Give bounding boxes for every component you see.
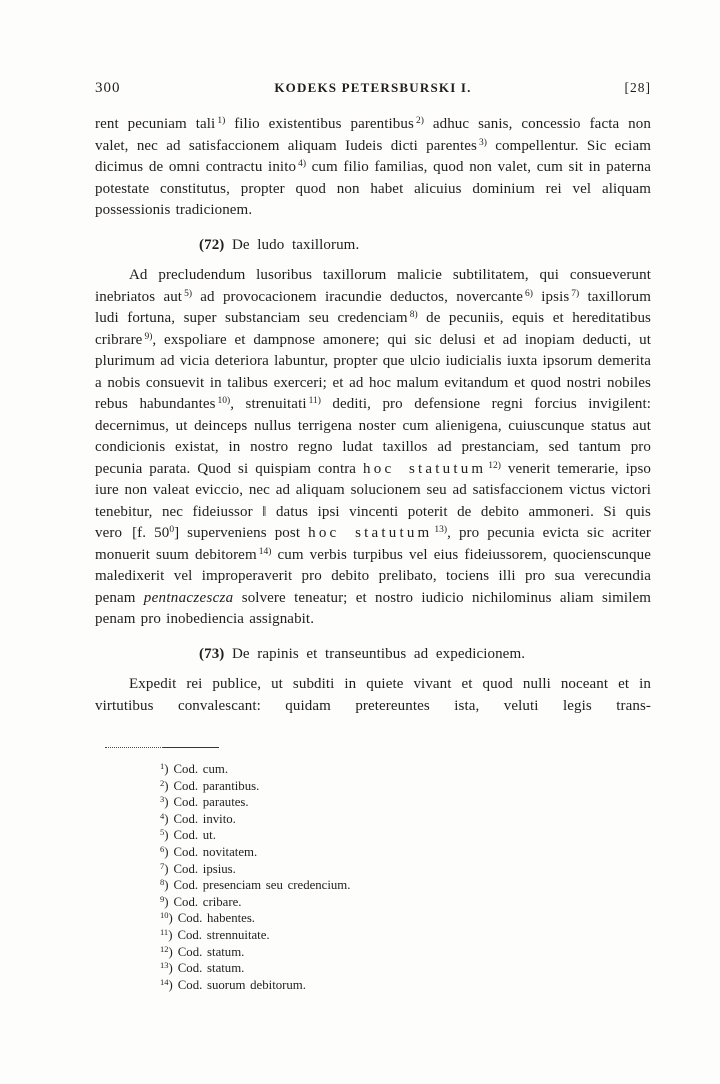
footnote-ref: 4) xyxy=(298,159,306,169)
footnote-ref: 14) xyxy=(258,546,272,557)
page-header xyxy=(95,80,651,97)
footnote-ref: 7) xyxy=(571,288,580,299)
footnote-text: Cod. parantibus. xyxy=(173,778,260,793)
footnote-number: 11 xyxy=(160,926,169,937)
footnote-item: $^{10}$) Cod. habentes. xyxy=(160,910,256,926)
footnote-number: 14 xyxy=(160,976,169,987)
page-number: 300 xyxy=(95,80,121,96)
footnote-number: 4 xyxy=(160,810,165,821)
spaced-term: hoc statutum xyxy=(308,525,433,541)
footnote-item: $^6$) Cod. novitatem. xyxy=(160,843,258,859)
footnote-number: 3 xyxy=(160,794,165,805)
section-heading: (72) De ludo taxillorum. xyxy=(199,236,360,253)
footnote-item: $^7$) Cod. ipsius. xyxy=(160,860,236,876)
footnote-ref: 2) xyxy=(415,116,424,126)
folio-superscript: 0 xyxy=(169,525,175,535)
section-number: (73) xyxy=(199,645,225,662)
paragraph: Ad precludendum lusoribus taxillorum malicie subtilitatem, qui consueverunt inebriatos aut $^{5)}$ ad provocacionem iracundie deductos, novercante $^{6)}$ ipsis $^{7)}$ taxillorum ludi fortuna, super substanciam seu credenciam $^{8)}$ de pecuniis, equis et hereditatibus cribrare $^{9)}$, exspoliare et dampnose amonere; qui sic delusi et ad inopiam deducti, ut plurimum ad vicia deteriora labuntur, propter que ulcio iudicialis iuxta ipsorum demerita a nobis consuevit in talibus exerceri; et ad hoc malum evitandum et quod nostri nobiles rebus habundantes $^{10)}$, strenuitati $^{11)}$ dediti, pro defensione regni forcius invigilent: decernimus, ut deinceps nullus terrigena noster cum alienigena, cuiuscunque status aut condicionis existat, in nostro regno ludat taxillos ad prestanciam, sed tantum pro pecunia parata. Quod si quispiam contra hoc statutum $^{12)}$ venerit temerarie, ipso iure non valeat eviccio, nec ad aliquam solucionem seu ad satisfaccionem victus victori tenebitur, nec fideiussor ‖ datus ipsi vincenti poterit de debito ammoneri. Si quis vero [f. $50^0$] superveniens post hoc statutum $^{13)}$, pro pecunia evicta sic acriter monuerit suum debitorem $^{14)}$ cum verbis turpibus vel eius fideiussorem, quocienscunque maledixerit vel improperaverit pro debito prelibato, tociens illi pro sua verecundia penam pentnaczescza solvere teneatur; et nostro iudicio nichilominus aliam similem penam pro inobediencia assignabit. xyxy=(95,267,651,627)
footnote-ref: 10) xyxy=(217,396,231,406)
footnote-ref: 8) xyxy=(409,310,418,320)
footnotes-block xyxy=(160,761,640,993)
footnote-number: 9 xyxy=(160,893,165,904)
footnote-number: 5 xyxy=(160,827,165,838)
footnote-number: 10 xyxy=(160,910,169,921)
footnote-item: $^1$) Cod. cum. xyxy=(160,761,229,776)
footnote-number: 8 xyxy=(160,877,165,888)
footnote-ref: 9) xyxy=(144,331,153,342)
footnote-ref: 1) xyxy=(217,116,226,126)
footnote-item: $^4$) Cod. invito. xyxy=(160,810,236,826)
footnote-ref: 11) xyxy=(308,396,321,406)
footnote-number: 13 xyxy=(160,960,169,971)
footnote-item: $^8$) Cod. presenciam seu credencium. xyxy=(160,877,351,893)
footnote-text: Cod. parautes. xyxy=(173,795,249,810)
footnote-item: $^9$) Cod. cribare. xyxy=(160,893,242,909)
footnote-ref: 6) xyxy=(525,288,533,299)
footnote-text: Cod. invito. xyxy=(173,811,236,826)
footnote-text: Cod. suorum debitorum. xyxy=(177,977,306,992)
footnote-text: Cod. presenciam seu credencium. xyxy=(173,878,351,893)
footnote-text: Cod. novitatem. xyxy=(173,844,258,859)
footnote-text: Cod. habentes. xyxy=(177,911,256,926)
footnote-text: Cod. strennuitate. xyxy=(177,927,270,942)
footnote-number: 12 xyxy=(160,943,169,954)
footnote-number: 6 xyxy=(160,843,165,854)
emphasis-word: pentnaczescza xyxy=(143,589,234,606)
footnote-separator xyxy=(105,747,219,749)
separator-dotted-segment xyxy=(105,747,163,749)
footnote-text: Cod. ipsius. xyxy=(173,861,236,876)
folio-marker: [f. $50^0$] xyxy=(132,525,180,541)
paragraph: Expedit rei publice, ut subditi in quiete vivant et quod nulli noceant et in virtutibus convalescant: quidam pretereuntes ista, veluti legis trans- xyxy=(95,676,651,714)
separator-solid-segment xyxy=(163,747,219,749)
footnote-text: Cod. cum. xyxy=(173,762,229,776)
footnote-ref: 5) xyxy=(184,288,192,299)
footnote-text: Cod. statum. xyxy=(177,961,245,976)
section-heading: (73) De rapinis et transeuntibus ad expedicionem. xyxy=(199,645,526,662)
footnote-item: $^{14}$) Cod. suorum debitorum. xyxy=(160,976,306,992)
paragraph: rent pecuniam tali $^{1)}$ filio existentibus parentibus $^{2)}$ adhuc sanis, concessio facta non valet, nec ad satisfaccionem aliquam Iudeis dicti parentes $^{3)}$ compellentur. Sic eciam dicimus de omni contractu inito $^{4)}$ cum filio familias, quod non valet, cum sit in paterna potestate constitutus, propter quod non habet alicuius dominium rei vel aliquam possessionis tradicionem. xyxy=(95,116,652,218)
footnote-number: 7 xyxy=(160,860,165,871)
footnote-ref: 3) xyxy=(478,137,487,148)
text-block xyxy=(95,114,651,717)
section-number: (72) xyxy=(199,236,225,253)
footnote-ref: 13) xyxy=(434,525,448,535)
footnote-item: $^{11}$) Cod. strennuitate. xyxy=(160,926,270,942)
footnote-item: $^5$) Cod. ut. xyxy=(160,827,216,843)
footnote-text: Cod. statum. xyxy=(177,944,245,959)
footnote-number: 2 xyxy=(160,777,165,788)
footnote-ref: 12) xyxy=(488,460,501,471)
footnote-text: Cod. cribare. xyxy=(173,894,242,909)
issue-number: [28] xyxy=(624,80,651,95)
footnote-number: 1 xyxy=(160,761,165,771)
spaced-term: hoc statutum xyxy=(363,460,487,477)
footnote-text: Cod. ut. xyxy=(173,828,216,843)
footnote-item: $^2$) Cod. parantibus. xyxy=(160,777,260,793)
running-title: KODEKS PETERSBURSKI I. xyxy=(274,80,472,95)
footnote-item: $^3$) Cod. parautes. xyxy=(160,794,249,810)
footnote-item: $^{12}$) Cod. statum. xyxy=(160,943,245,959)
footnote-item: $^{13}$) Cod. statum. xyxy=(160,960,245,976)
